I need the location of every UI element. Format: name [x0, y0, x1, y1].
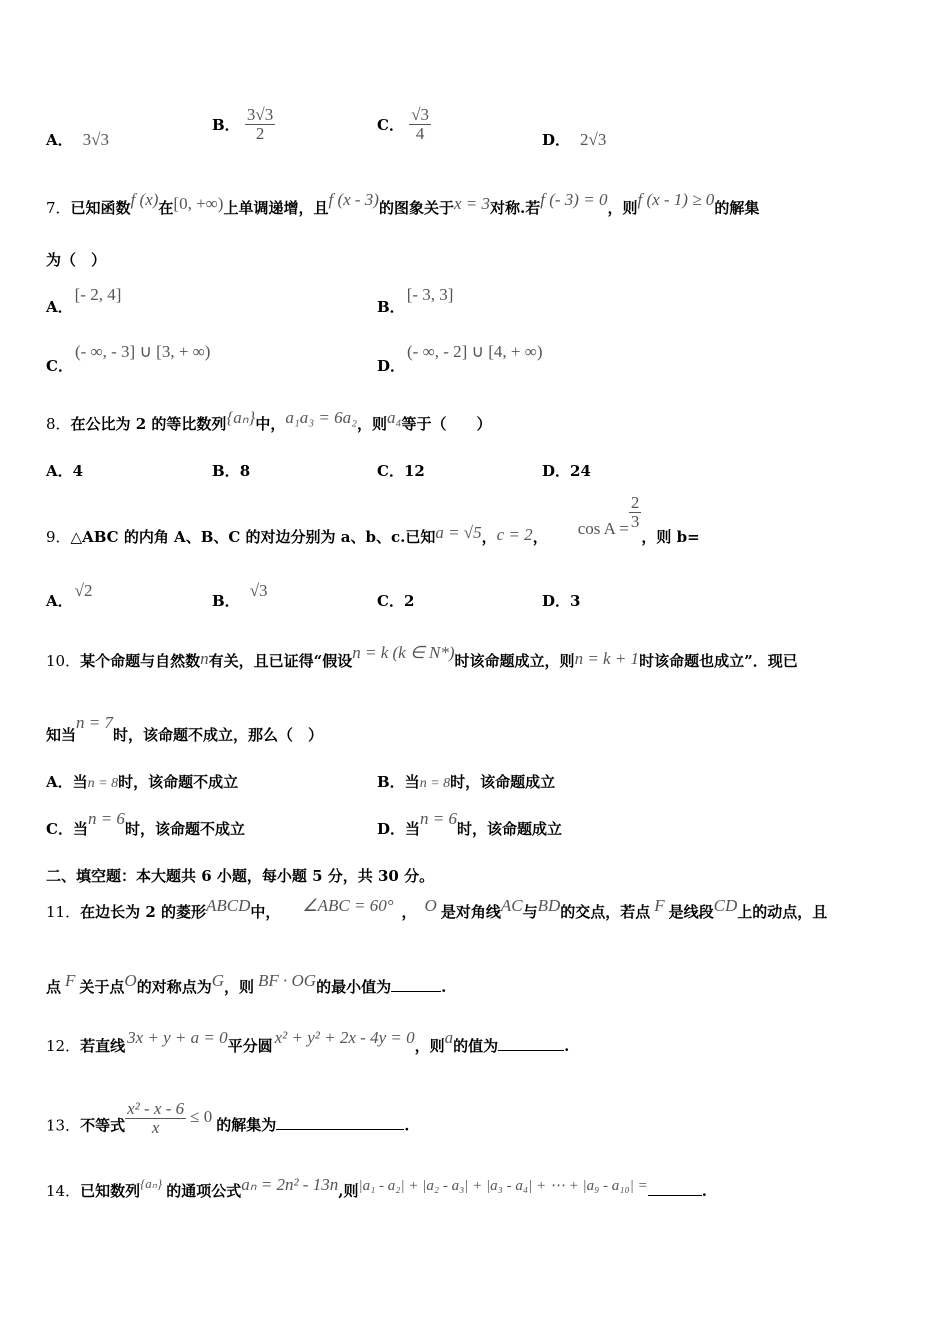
- q10-stem-line2: 知当n = 7时，该命题不成立，那么（ ）: [46, 713, 324, 744]
- q11-stem: 11．在边长为 2 的菱形ABCD中， ∠ABC = 60° ， O 是对角线AC与BD的交点，若点 F 是线段CD上的动点，且: [46, 896, 828, 921]
- q9-stem: 9．△ABC 的内角 A、B、C 的对边分别为 a、b、c.已知a = √5，c = 2， cos A = $\frac{2}{3}$ ，则 b=: [46, 493, 700, 547]
- q7-option-d: D．(- ∞, - 2] ∪ [4, + ∞): [377, 342, 543, 375]
- q7-stem-line2: 为（ ）: [46, 251, 107, 269]
- q8-stem: 8．在公比为 2 的等比数列{aₙ}中，a₁a₃ = 6a₂，则a₄等于（ ）: [46, 408, 492, 433]
- q8-option-d: D．24: [542, 462, 591, 480]
- q6-option-b-fraction: $\frac{3√3}{2}$: [246, 105, 274, 143]
- q12-stem: 12．若直线 3x + y + a = 0平分圆 x² + y² + 2x - 4y = 0，则a的值为 .: [46, 1028, 570, 1055]
- q8-option-c: C．12: [377, 462, 425, 480]
- q8-option-a: A．4: [46, 462, 84, 480]
- q6-option-c: C． $\frac{√3}{4}$: [377, 105, 430, 143]
- q9-option-a: A．√2: [46, 581, 93, 610]
- q7-stem: 7．已知函数f (x)在[0, +∞)上单调递增，且f (x - 3)的图象关于x = 3对称.若f (- 3) = 0，则f (x - 1) ≥ 0的解集: [46, 190, 760, 217]
- q14-stem: 14．已知数列{aₙ} 的通项公式aₙ = 2n² - 13n,则|a₁ - a₂| + |a₂ - a₃| + |a₃ - a₄| + ⋯ + |a₉ - a₁₀| = .: [46, 1175, 707, 1200]
- q13-answer-blank[interactable]: [276, 1115, 404, 1130]
- q14-answer-blank[interactable]: [648, 1181, 702, 1196]
- q10-option-b: B．当n = 8时，该命题成立: [377, 773, 556, 791]
- q11-answer-blank[interactable]: [391, 977, 441, 992]
- q10-stem: 10．某个命题与自然数n有关，且已证得“假设n = k (k ∈ N*)时该命题成立，则n = k + 1时该命题也成立”．现已: [46, 643, 798, 670]
- q8-option-b: B．8: [212, 462, 251, 480]
- q6-option-d: D． 2√3: [542, 130, 607, 149]
- q10-option-d: D．当n = 6时，该命题成立: [377, 809, 563, 838]
- q7-option-b: B．[- 3, 3]: [377, 285, 454, 316]
- q9-option-b: B．√3: [212, 581, 268, 610]
- q6-option-a: A． 3√3: [46, 130, 109, 149]
- q11-stem-line2: 点 F 关于点O的对称点为G，则 BF · OG的最小值为 .: [46, 971, 447, 996]
- q7-option-c: C．(- ∞, - 3] ∪ [3, + ∞): [46, 342, 211, 375]
- q6-option-c-fraction: $\frac{√3}{4}$: [411, 105, 430, 143]
- q7-option-a: A．[- 2, 4]: [46, 285, 122, 316]
- section-heading: 二、填空题：本大题共 6 小题，每小题 5 分，共 30 分。: [46, 867, 435, 885]
- q6-option-b: B． $\frac{3√3}{2}$: [212, 105, 274, 143]
- q9-option-d: D．3: [542, 592, 581, 610]
- q9-option-c: C．2: [377, 592, 415, 610]
- q9-cos-fraction: $\frac{2}{3}$: [630, 493, 640, 531]
- q12-answer-blank[interactable]: [498, 1036, 564, 1051]
- q6-option-a-expr: 3√3: [82, 130, 109, 149]
- q10-option-a: A．当n = 8时，该命题不成立: [46, 773, 239, 791]
- q13-stem: 13．不等式 $\frac{\text{x² - x - 6}}{x}$ ≤ 0 的解集为 .: [46, 1099, 410, 1137]
- q10-option-c: C．当n = 6时，该命题不成立: [46, 809, 245, 838]
- q13-fraction: $\frac{\text{x² - x - 6}}{x}$: [127, 1099, 185, 1137]
- q6-option-d-expr: 2√3: [580, 130, 607, 149]
